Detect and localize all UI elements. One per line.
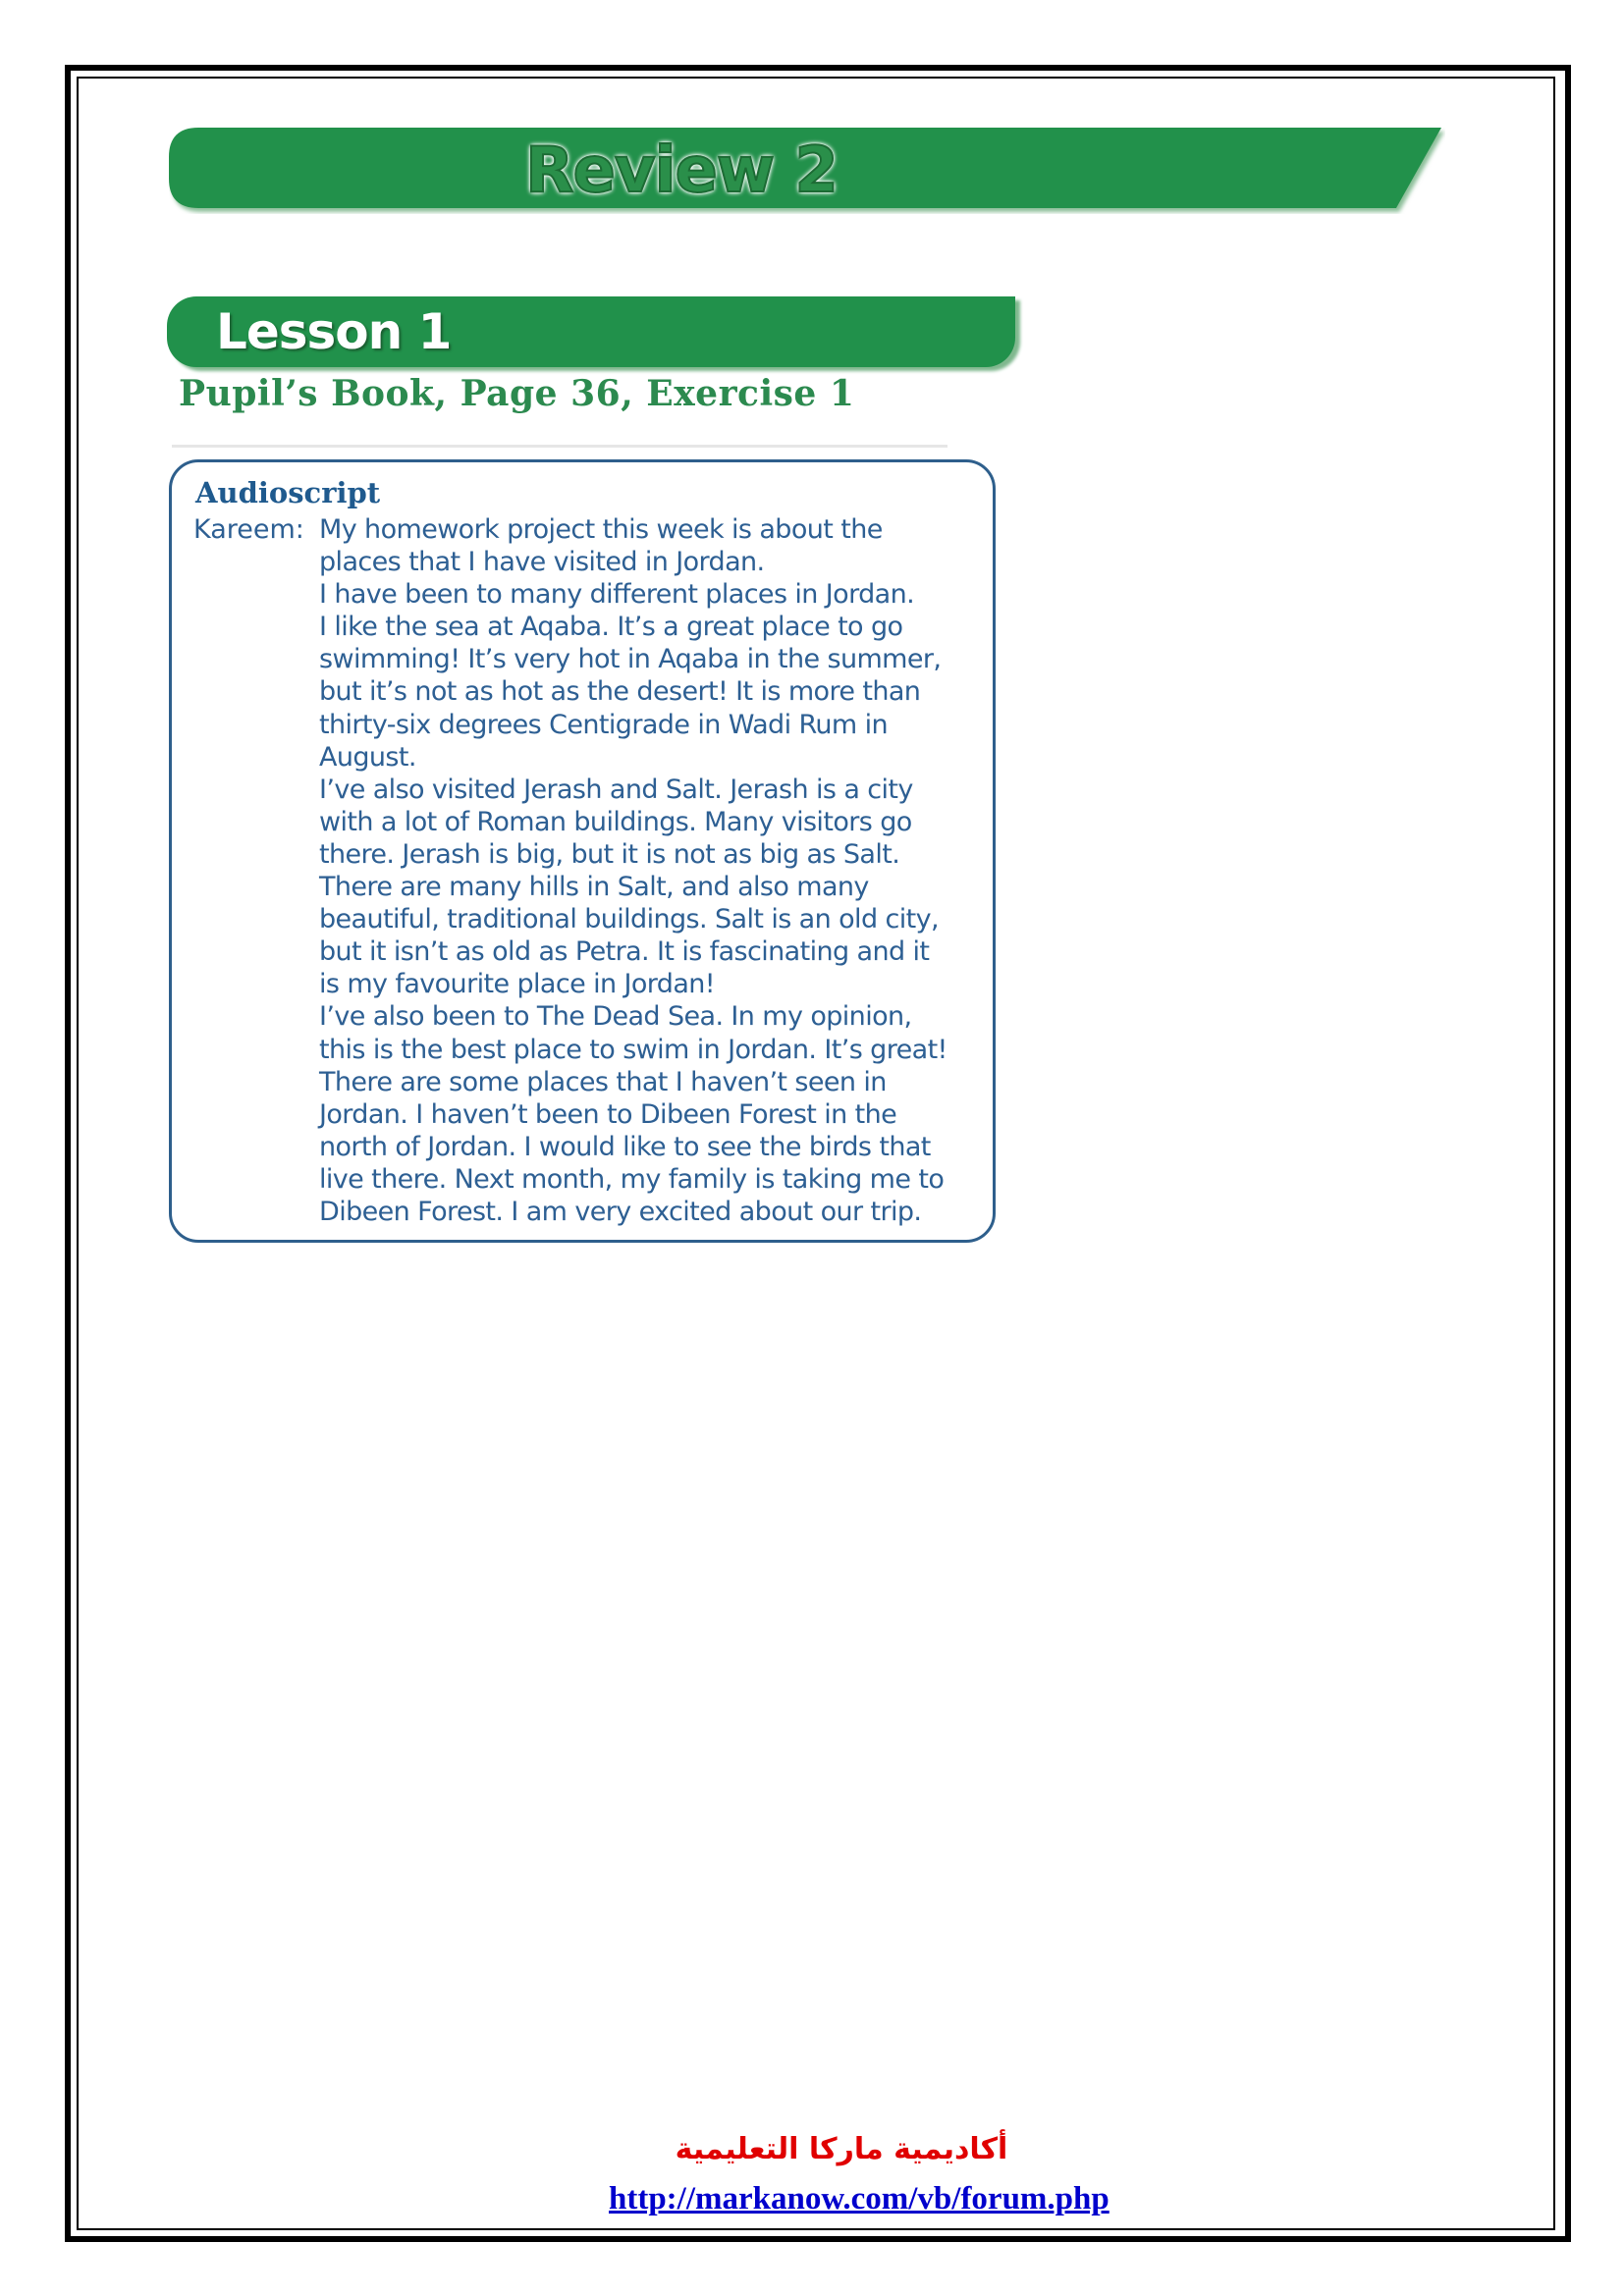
script-line: I have been to many different places in Jordan.	[319, 579, 915, 611]
script-line: Jordan. I haven’t been to Dibeen Forest in the	[319, 1098, 897, 1130]
script-line: places that I have visited in Jordan.	[319, 547, 765, 578]
script-line: but it isn’t as old as Petra. It is fascinating and it	[319, 936, 930, 968]
review-title: Review 2	[525, 134, 838, 207]
lesson-title: Lesson 1	[216, 303, 452, 360]
script-line: beautiful, traditional buildings. Salt is an old city,	[319, 904, 939, 935]
script-line: There are many hills in Salt, and also many	[319, 872, 869, 903]
script-line: north of Jordan. I would like to see the birds that	[319, 1131, 931, 1162]
lesson-banner	[167, 296, 1015, 367]
script-line: thirty-six degrees Centigrade in Wadi Rum in	[319, 709, 889, 740]
script-line: is my favourite place in Jordan!	[319, 969, 716, 1000]
script-line: there. Jerash is big, but it is not as big as Salt.	[319, 838, 900, 870]
exercise-reference: Pupil’s Book, Page 36, Exercise 1	[179, 373, 855, 414]
audioscript-box	[169, 459, 996, 1243]
divider	[172, 445, 947, 448]
audioscript-heading: Audioscript	[195, 476, 381, 509]
script-line: Dibeen Forest. I am very excited about our trip.	[319, 1196, 922, 1227]
script-line: There are some places that I haven’t seen in	[319, 1066, 887, 1097]
footer-academy-name: أكاديمية ماركا التعليمية	[675, 2132, 1008, 2166]
review-banner	[169, 128, 1445, 214]
script-line: live there. Next month, my family is taking me to	[319, 1163, 945, 1195]
script-line: My homework project this week is about the	[319, 514, 883, 545]
audioscript-text	[319, 513, 997, 1228]
footer-forum-link[interactable]: http://markanow.com/vb/forum.php	[609, 2181, 1110, 2216]
speaker-label: Kareem:	[193, 514, 304, 545]
script-line: August.	[319, 741, 416, 773]
script-line: I like the sea at Aqaba. It’s a great place to go	[319, 612, 903, 643]
script-line: with a lot of Roman buildings. Many visitors go	[319, 806, 912, 837]
script-line: this is the best place to swim in Jordan. It’s great!	[319, 1034, 947, 1065]
script-line: but it’s not as hot as the desert! It is more than	[319, 676, 921, 708]
script-line: swimming! It’s very hot in Aqaba in the summer,	[319, 644, 942, 675]
script-line: I’ve also visited Jerash and Salt. Jerash is a city	[319, 774, 913, 805]
script-line: I’ve also been to The Dead Sea. In my opinion,	[319, 1001, 912, 1033]
